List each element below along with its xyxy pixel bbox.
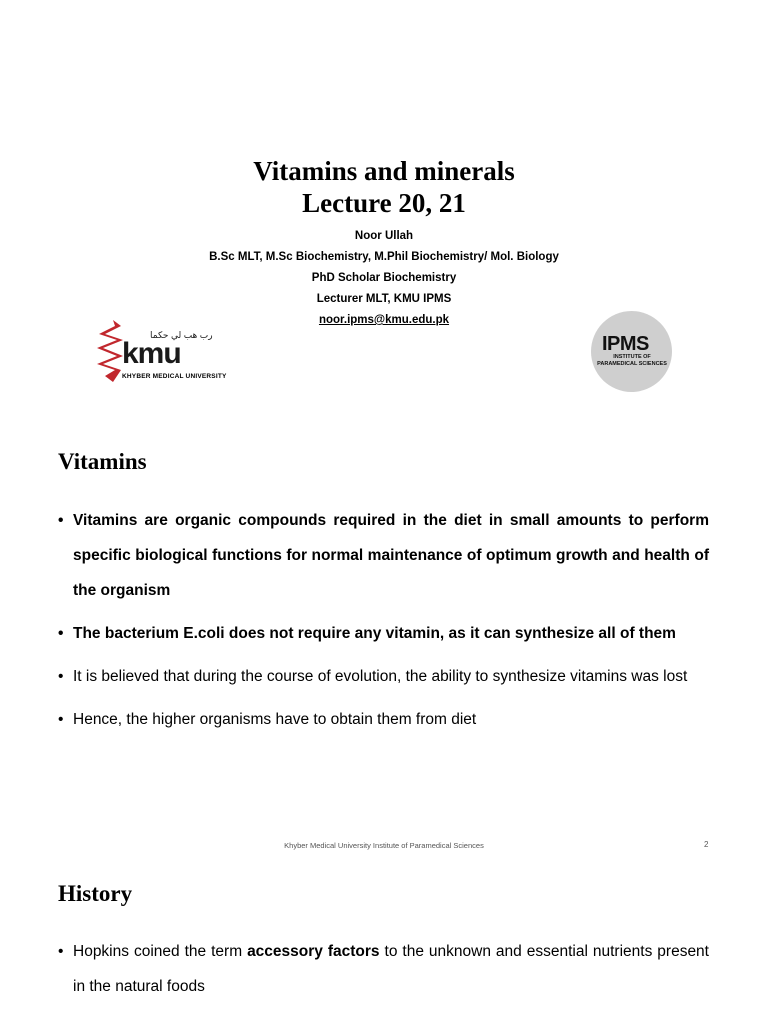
section-heading-history: History bbox=[58, 881, 133, 906]
section-heading-vitamins: Vitamins bbox=[58, 449, 147, 474]
bullet-icon: • bbox=[58, 711, 64, 728]
slide-title: Vitamins and minerals bbox=[253, 156, 515, 186]
kmu-logo-motto: رب هب لي حكما bbox=[150, 330, 213, 340]
list-item bbox=[58, 702, 709, 737]
bullet-text-bold: accessory factors bbox=[247, 943, 380, 960]
bullet-text-post: to the unknown and essential nutrients present in the natural foods bbox=[73, 943, 709, 995]
author-position-2: Lecturer MLT, KMU IPMS bbox=[316, 293, 452, 305]
slide-footer: Khyber Medical University Institute of Paramedical Sciences bbox=[284, 841, 484, 850]
author-position-1: PhD Scholar Biochemistry bbox=[311, 272, 457, 284]
bullet-text: It is believed that during the course of evolution, the ability to synthesize vitamins was lost bbox=[73, 668, 688, 685]
bullet-icon: • bbox=[58, 668, 64, 685]
kmu-logo-wordmark: kmu bbox=[122, 337, 181, 370]
list-item bbox=[58, 934, 709, 1004]
bullet-text: Hence, the higher organisms have to obtain them from diet bbox=[73, 711, 477, 728]
ipms-logo-subtitle: INSTITUTE OF PARAMEDICAL SCIENCES bbox=[597, 354, 667, 367]
bullet-icon: • bbox=[58, 943, 64, 960]
kmu-logo-subtitle: KHYBER MEDICAL UNIVERSITY bbox=[122, 373, 227, 380]
list-item bbox=[58, 616, 709, 651]
slide-subtitle: Lecture 20, 21 bbox=[302, 188, 466, 218]
ipms-logo-wordmark: IPMS bbox=[602, 333, 649, 355]
vitamins-bullet-list bbox=[58, 503, 709, 745]
list-item bbox=[58, 503, 709, 608]
bullet-text: The bacterium E.coli does not require any vitamin, as it can synthesize all of them bbox=[73, 625, 676, 642]
author-name: Noor Ullah bbox=[354, 230, 414, 242]
page-number: 2 bbox=[704, 840, 709, 849]
author-credentials: B.Sc MLT, M.Sc Biochemistry, M.Phil Biochemistry/ Mol. Biology bbox=[209, 251, 559, 263]
bullet-icon: • bbox=[58, 625, 64, 642]
bullet-icon: • bbox=[58, 512, 64, 529]
author-email-link[interactable]: noor.ipms@kmu.edu.pk bbox=[318, 314, 450, 326]
bullet-text-pre: Hopkins coined the term bbox=[73, 943, 248, 960]
history-bullet-list bbox=[58, 934, 709, 1012]
bullet-text: Vitamins are organic compounds required in the diet in small amounts to perform specific biological functions for normal maintenance of optimum growth and health of the organism bbox=[73, 512, 709, 599]
list-item bbox=[58, 659, 709, 694]
